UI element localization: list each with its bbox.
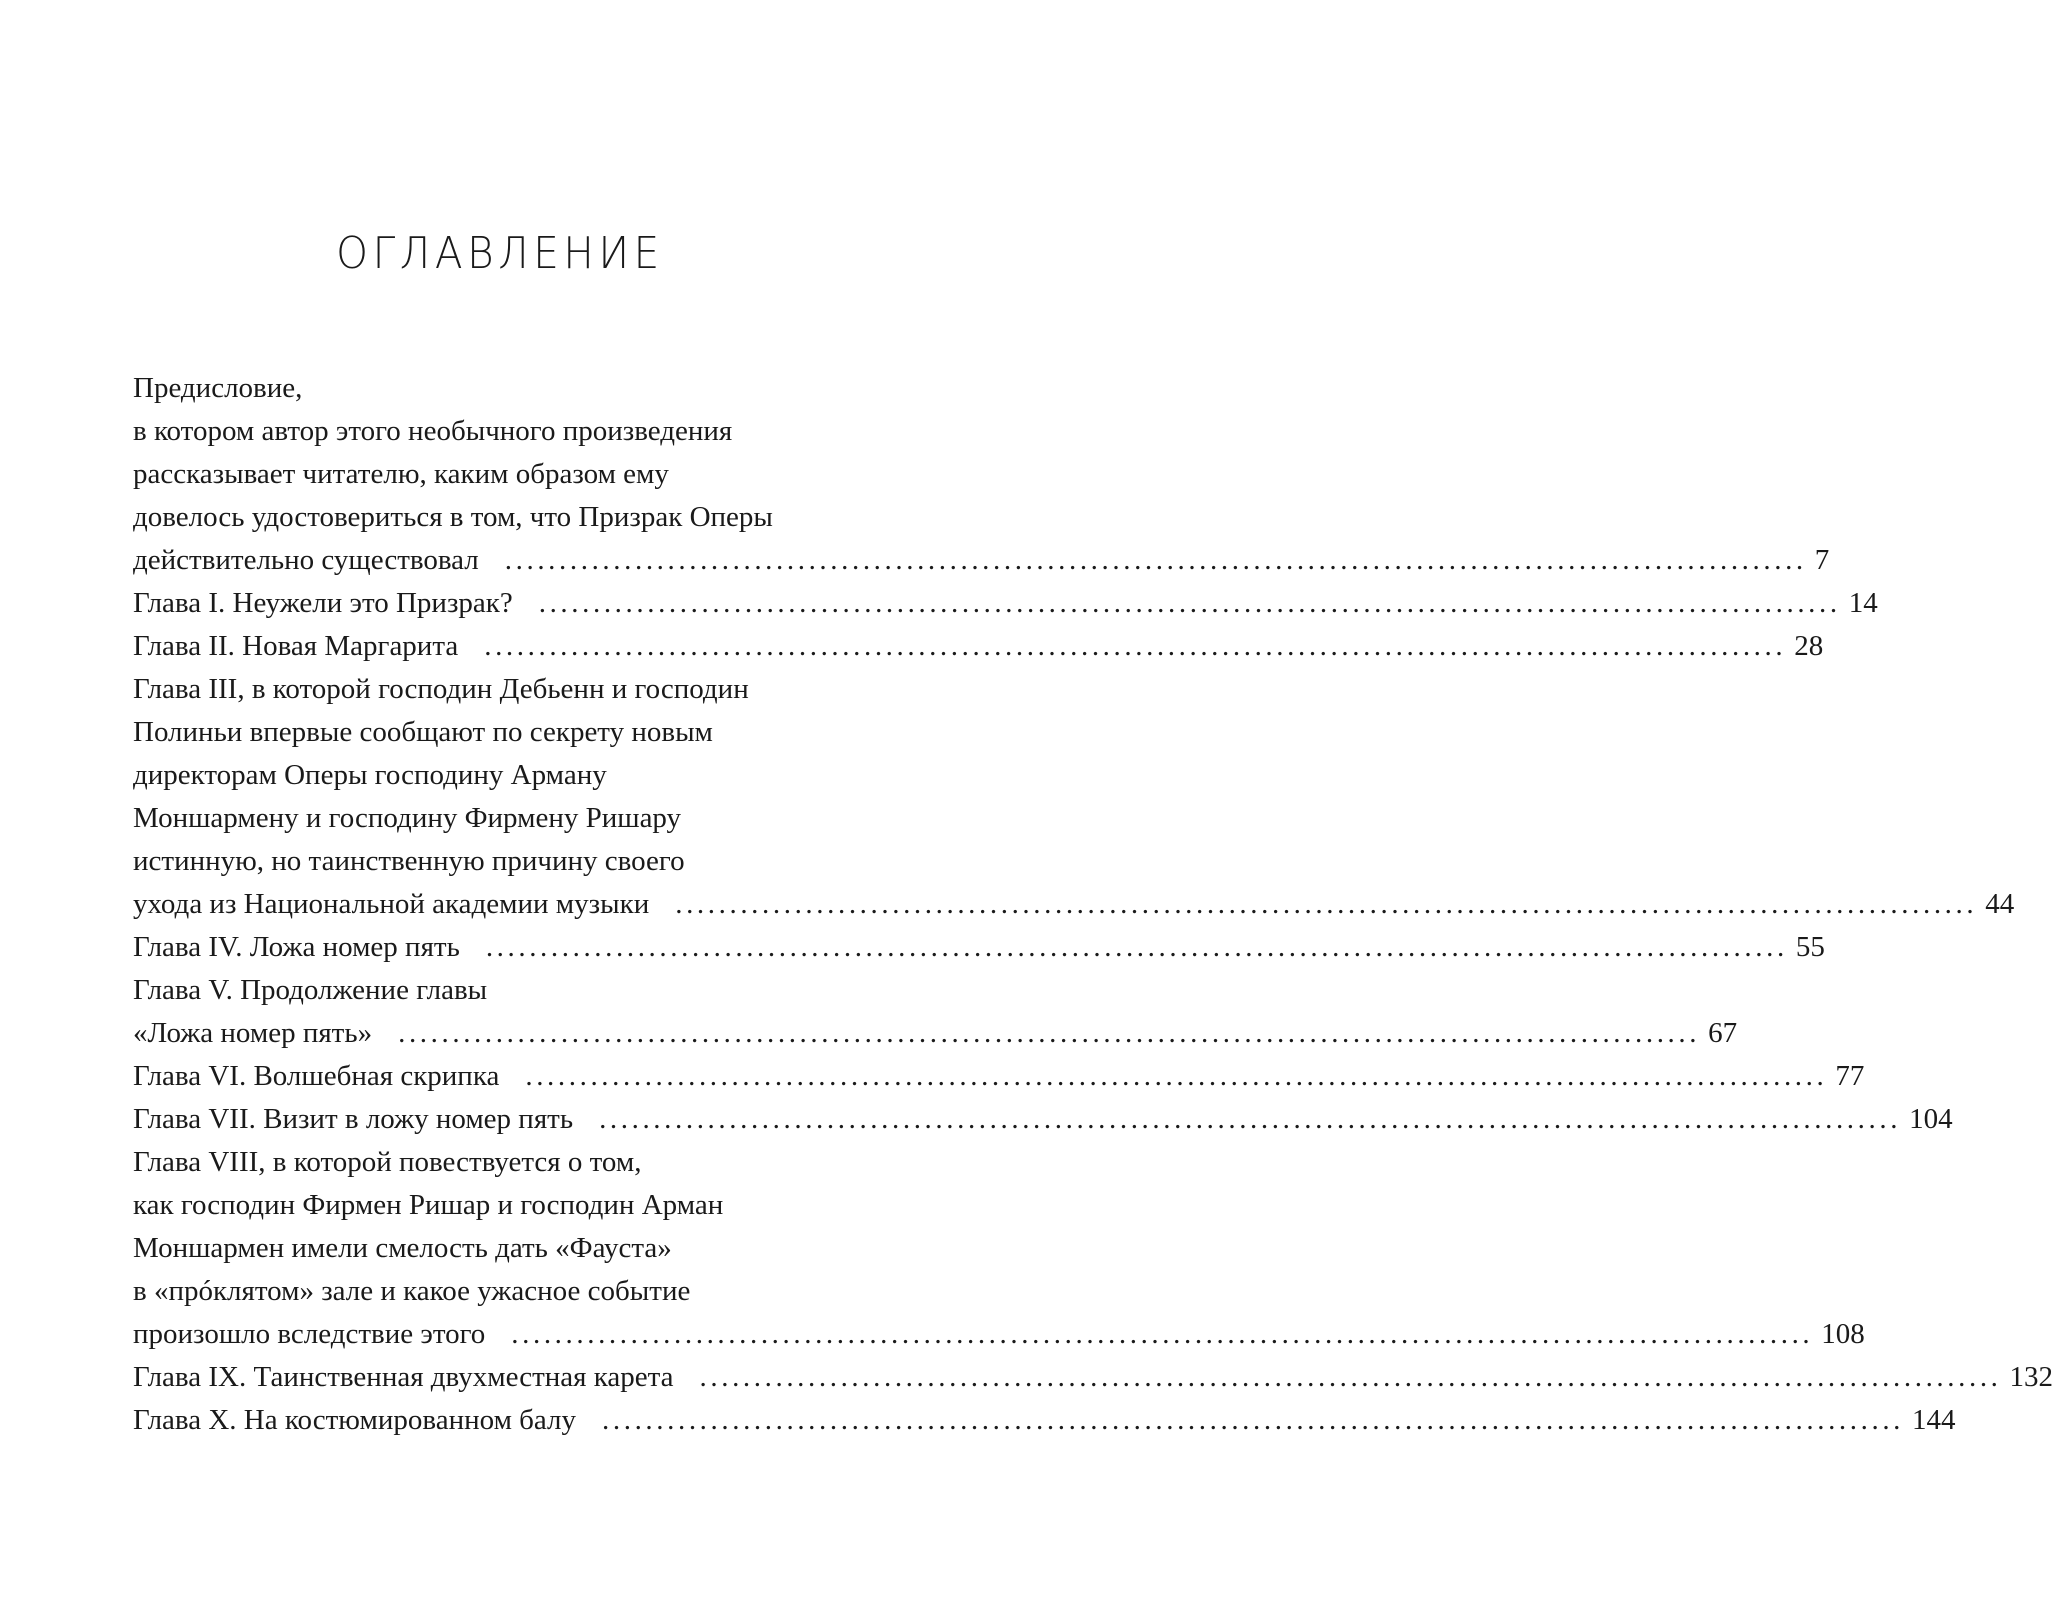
toc-line-final <box>133 539 1830 582</box>
page-number: 14 <box>1848 587 1878 619</box>
toc-line <box>133 668 885 711</box>
toc-line-text: Глава IV. Ложа номер пять <box>133 931 460 963</box>
page-number: 77 <box>1835 1060 1865 1092</box>
toc-entry-chapter-3 <box>133 668 2015 926</box>
dot-leader: ........................................................................................................................ <box>504 544 1807 576</box>
toc-entry-chapter-4 <box>133 926 1825 969</box>
toc-entry-preface <box>133 367 1830 582</box>
toc-line <box>133 367 885 410</box>
toc-line <box>133 969 885 1012</box>
toc-line-text: Моншармен имели смелость дать «Фауста» <box>133 1232 672 1264</box>
toc-line-final <box>133 582 1878 625</box>
toc-line-text: Глава X. На костюмированном балу <box>133 1404 577 1436</box>
toc-line-final <box>133 1098 1953 1141</box>
toc-line-text: Глава I. Неужели это Призрак? <box>133 587 513 619</box>
toc-line <box>133 1184 885 1227</box>
toc-entry-chapter-6 <box>133 1055 1865 1098</box>
toc-entry-chapter-1 <box>133 582 1878 625</box>
dot-leader: ........................................................................................................................ <box>599 1103 1902 1135</box>
toc-line-text: как господин Фирмен Ришар и господин Арман <box>133 1189 724 1221</box>
toc-entry-chapter-5 <box>133 969 1738 1055</box>
page-title: ОГЛАВЛЕНИЕ <box>336 228 664 279</box>
toc-line-text: Предисловие, <box>133 372 303 404</box>
toc-line <box>133 754 885 797</box>
toc-entry-chapter-10 <box>133 1399 1956 1442</box>
toc-line <box>133 797 885 840</box>
toc-line <box>133 711 885 754</box>
toc-line <box>133 840 885 883</box>
toc-line-final <box>133 1399 1956 1442</box>
page-number: 144 <box>1912 1404 1956 1436</box>
dot-leader: ........................................................................................................................ <box>484 630 1787 662</box>
page-number: 28 <box>1794 630 1824 662</box>
dot-leader: ........................................................................................................................ <box>525 1060 1828 1092</box>
toc-line-text: рассказывает читателю, каким образом ему <box>133 458 669 490</box>
toc-line-text: довелось удостовериться в том, что Призрак Оперы <box>133 501 773 533</box>
toc-line-text: истинную, но таинственную причину своего <box>133 845 685 877</box>
toc-line-text: ухода из Национальной академии музыки <box>133 888 650 920</box>
dot-leader: ........................................................................................................................ <box>675 888 1978 920</box>
page-number: 108 <box>1821 1318 1865 1350</box>
dot-leader: ........................................................................................................................ <box>699 1361 2002 1393</box>
toc-line <box>133 1270 885 1313</box>
toc-line-final <box>133 1055 1865 1098</box>
page-number: 55 <box>1795 931 1825 963</box>
toc-line-text: Глава VIII, в которой повествуется о том, <box>133 1146 642 1178</box>
dot-leader: ........................................................................................................................ <box>485 931 1788 963</box>
toc-line-final <box>133 1356 2053 1399</box>
toc-line <box>133 1141 885 1184</box>
toc-line-text: Моншармену и господину Фирмену Ришару <box>133 802 682 834</box>
page-number: 104 <box>1909 1103 1953 1135</box>
toc-line-text: Глава II. Новая Маргарита <box>133 630 459 662</box>
toc-line <box>133 496 885 539</box>
page-number: 132 <box>2009 1361 2053 1393</box>
toc-entry-chapter-2 <box>133 625 1824 668</box>
toc-line-final <box>133 926 1825 969</box>
toc-line-text: Глава VII. Визит в ложу номер пять <box>133 1103 574 1135</box>
toc-line-text: Глава III, в которой господин Дебьенн и господин <box>133 673 749 705</box>
toc-line-text: в «пpóклятом» зале и какое ужасное событие <box>133 1275 691 1307</box>
toc-line-text: Глава V. Продолжение главы <box>133 974 488 1006</box>
dot-leader: ........................................................................................................................ <box>511 1318 1814 1350</box>
toc-line-final <box>133 625 1824 668</box>
toc-line-final <box>133 1012 1738 1055</box>
toc-line-text: «Ложа номер пять» <box>133 1017 373 1049</box>
dot-leader: ........................................................................................................................ <box>602 1404 1905 1436</box>
page-number: 7 <box>1814 544 1830 576</box>
toc-line-text: директорам Оперы господину Арману <box>133 759 607 791</box>
toc-entry-chapter-7 <box>133 1098 1953 1141</box>
toc-line-text: Полиньи впервые сообщают по секрету новым <box>133 716 713 748</box>
toc-line-text: Глава IX. Таинственная двухместная карета <box>133 1361 674 1393</box>
page-number: 67 <box>1708 1017 1738 1049</box>
toc-line-text: действительно существовал <box>133 544 479 576</box>
toc-line-text: произошло вследствие этого <box>133 1318 486 1350</box>
page-number: 44 <box>1985 888 2015 920</box>
toc-line <box>133 1227 885 1270</box>
toc-line-final <box>133 883 2015 926</box>
dot-leader: ........................................................................................................................ <box>398 1017 1701 1049</box>
toc-entry-chapter-8 <box>133 1141 1865 1356</box>
toc-line <box>133 410 885 453</box>
dot-leader: ........................................................................................................................ <box>538 587 1841 619</box>
toc-entry-chapter-9 <box>133 1356 2053 1399</box>
toc-line-text: в котором автор этого необычного произведения <box>133 415 733 447</box>
table-of-contents <box>133 367 2053 1442</box>
toc-line <box>133 453 885 496</box>
toc-line-text: Глава VI. Волшебная скрипка <box>133 1060 500 1092</box>
toc-line-final <box>133 1313 1865 1356</box>
